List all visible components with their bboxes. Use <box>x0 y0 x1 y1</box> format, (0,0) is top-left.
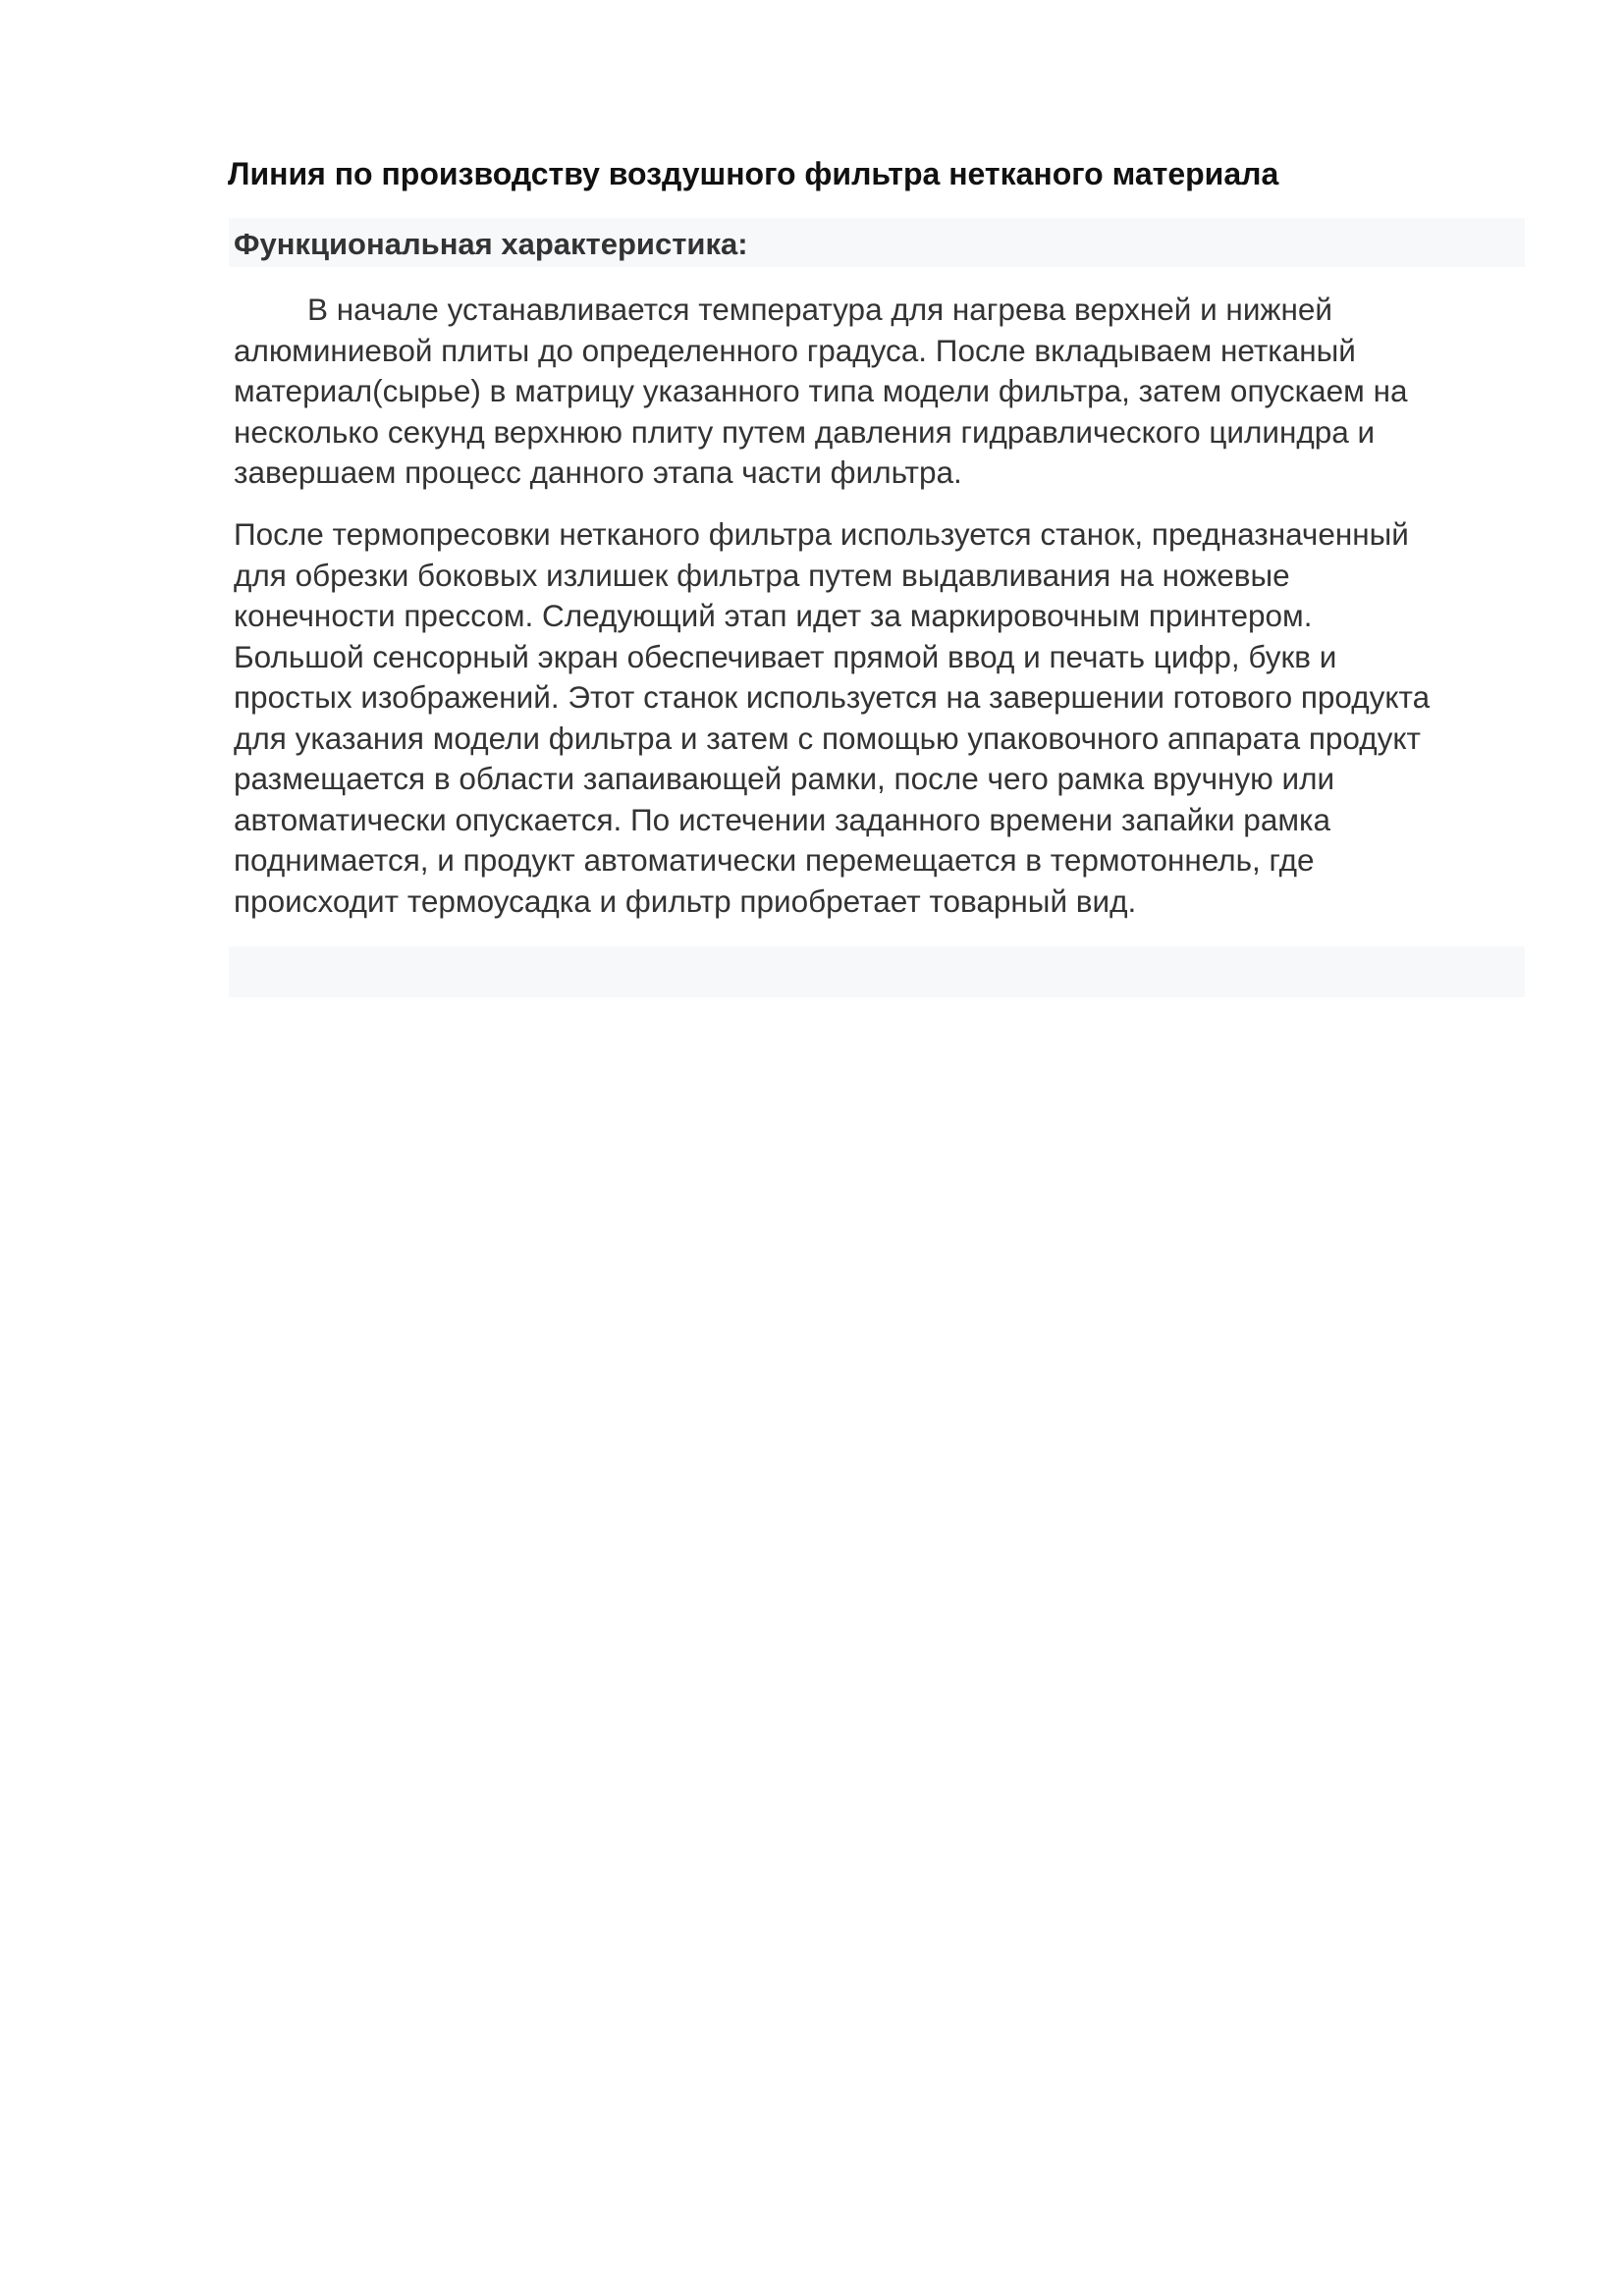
page-title: Линия по производству воздушного фильтра нетканого материала <box>228 156 1279 191</box>
paragraph-line: автоматически опускается. По истечении заданного времени запайки рамка <box>234 801 1330 837</box>
paragraph-line: конечности прессом. Следующий этап идет за маркировочным принтером. <box>234 598 1313 633</box>
paragraph-line: поднимается, и продукт автоматически перемещается в термотоннель, где <box>234 842 1315 878</box>
paragraph-line: для обрезки боковых излишек фильтра путем выдавливания на ножевые <box>234 557 1290 593</box>
section-heading: Функциональная характеристика: <box>234 227 748 261</box>
paragraph-line: После термопресовки нетканого фильтра используется станок, предназначенный <box>234 516 1409 552</box>
paragraph-line: алюминиевой плиты до определенного градуса. После вкладываем нетканый <box>234 332 1356 368</box>
paragraph-1 <box>234 290 1530 494</box>
paragraph-line: несколько секунд верхнюю плиту путем давления гидравлического цилиндра и <box>234 413 1376 450</box>
paragraph-line: простых изображений. Этот станок используется на завершении готового продукта <box>234 679 1431 715</box>
paragraph-line: материал(сырье) в матрицу указанного типа модели фильтра, затем опускаем на <box>234 373 1408 408</box>
paragraph-line: происходит термоусадка и фильтр приобретает товарный вид. <box>234 882 1137 919</box>
paragraph-line: В начале устанавливается температура для нагрева верхней и нижней <box>307 292 1333 327</box>
empty-section-bar <box>229 946 1525 997</box>
paragraph-2 <box>234 514 1530 922</box>
paragraph-line: для указания модели фильтра и затем с помощью упаковочного аппарата продукт <box>234 720 1421 756</box>
paragraph-line: завершаем процесс данного этапа части фильтра. <box>234 454 962 490</box>
paragraph-line: размещается в области запаивающей рамки, после чего рамка вручную или <box>234 761 1335 796</box>
paragraph-line: Большой сенсорный экран обеспечивает прямой ввод и печать цифр, букв и <box>234 638 1337 674</box>
